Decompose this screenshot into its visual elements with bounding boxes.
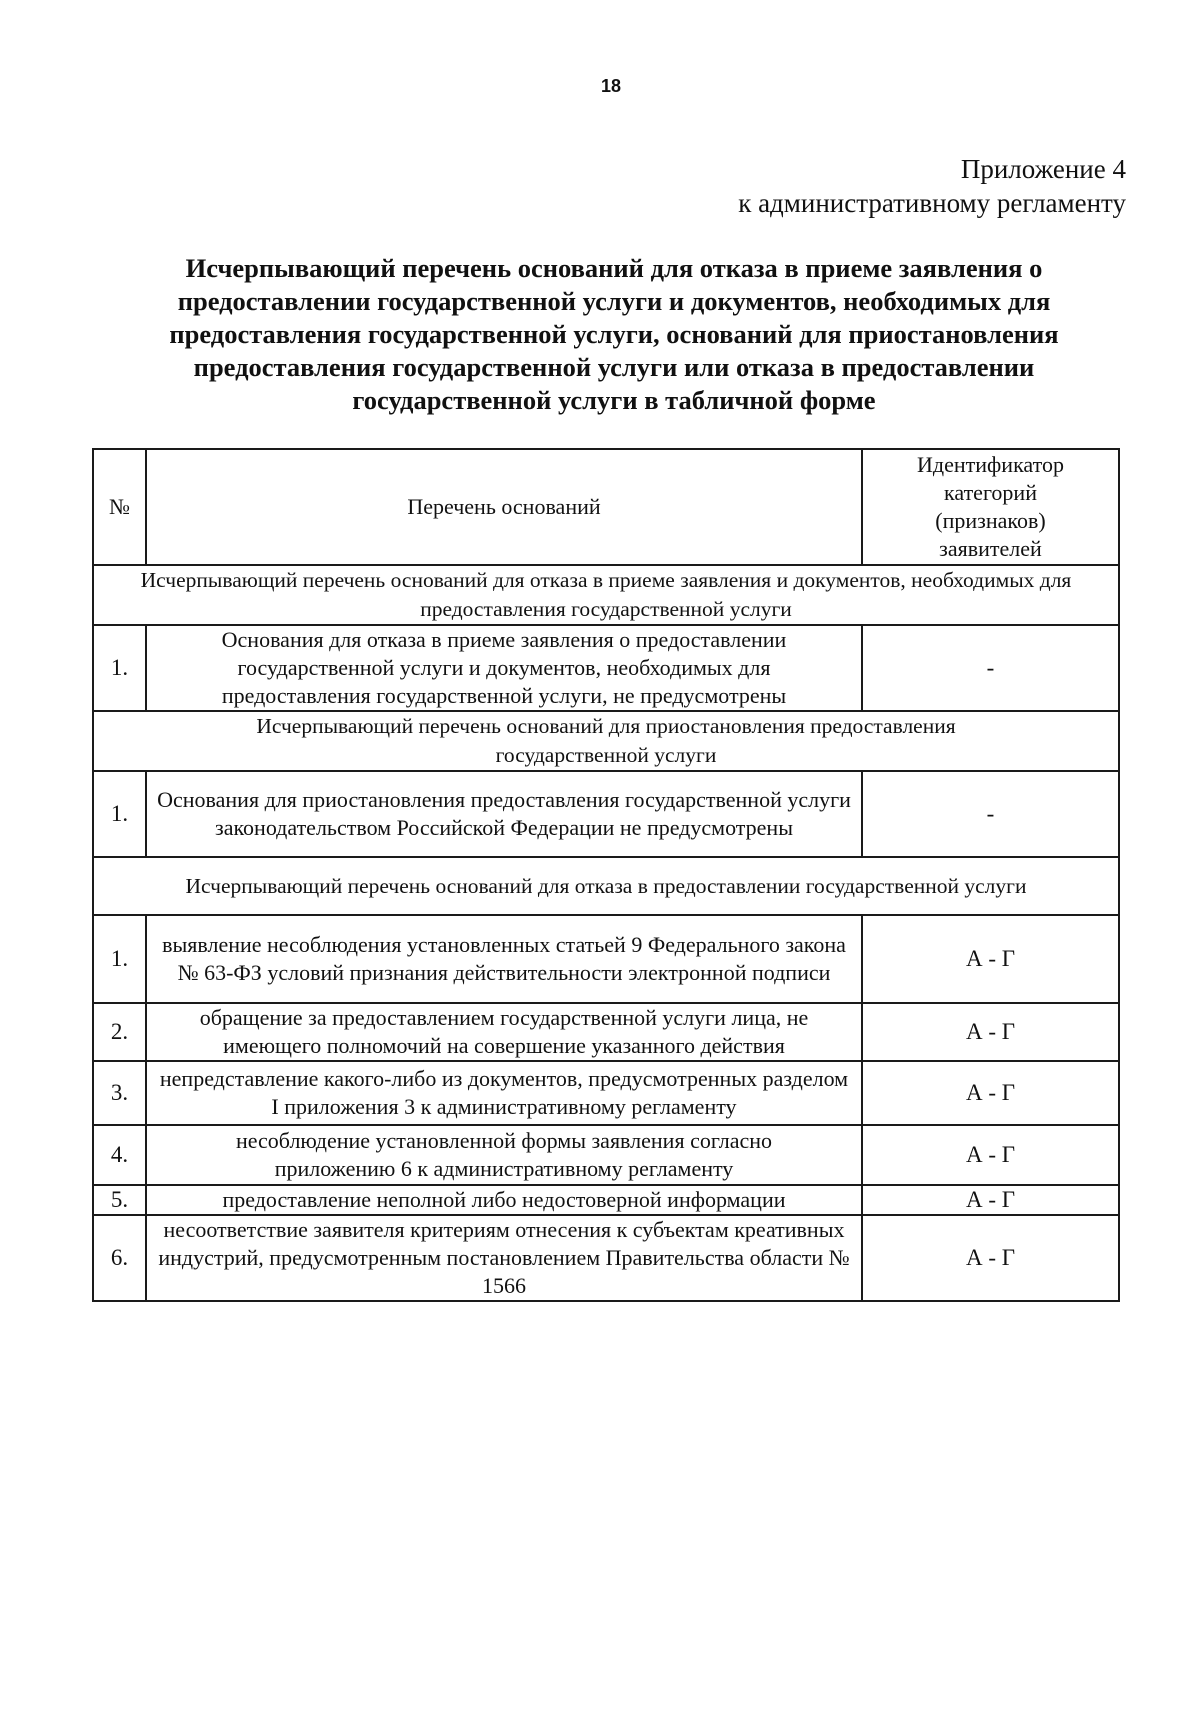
title-line: предоставления государственной услуги, оснований для приостановления bbox=[169, 319, 1059, 349]
table-row bbox=[93, 1003, 1119, 1061]
header-grounds: Перечень оснований bbox=[146, 449, 862, 565]
title-line: государственной услуги в табличной форме bbox=[352, 385, 876, 415]
title-line: Исчерпывающий перечень оснований для отказа в приеме заявления о bbox=[185, 253, 1043, 283]
row-text: несоответствие заявителя критериям отнесения к субъектам креативных индустрий, предусмотренным постановлением Правительства области № 1566 bbox=[146, 1215, 862, 1301]
row-text: непредставление какого-либо из документов, предусмотренных разделом I приложения 3 к административному регламенту bbox=[146, 1061, 862, 1125]
section-row bbox=[93, 711, 1119, 771]
table-row bbox=[93, 1061, 1119, 1125]
grounds-table bbox=[92, 448, 1120, 1302]
header-applicant-id: Идентификатор категорий (признаков) заявителей bbox=[862, 449, 1119, 565]
table-header-row bbox=[93, 449, 1119, 565]
row-number: 1. bbox=[93, 771, 146, 857]
header-number: № bbox=[93, 449, 146, 565]
row-applicant-id: - bbox=[862, 771, 1119, 857]
row-applicant-id: А - Г bbox=[862, 1215, 1119, 1301]
row-text: предоставление неполной либо недостоверной информации bbox=[146, 1185, 862, 1215]
table-row bbox=[93, 1215, 1119, 1301]
row-text: Основания для отказа в приеме заявления о предоставлении государственной услуги и документов, необходимых для предоставления государственной услуги, не предусмотрены bbox=[146, 625, 862, 711]
row-applicant-id: А - Г bbox=[862, 1185, 1119, 1215]
row-applicant-id: А - Г bbox=[862, 915, 1119, 1003]
row-number: 6. bbox=[93, 1215, 146, 1301]
table-row bbox=[93, 771, 1119, 857]
page-number: 18 bbox=[600, 76, 622, 96]
table-row bbox=[93, 915, 1119, 1003]
table-row bbox=[93, 1185, 1119, 1215]
annex-number: Приложение 4 bbox=[960, 154, 1126, 184]
section-row bbox=[93, 857, 1119, 915]
row-number: 1. bbox=[93, 625, 146, 711]
row-number: 3. bbox=[93, 1061, 146, 1125]
row-text: обращение за предоставлением государственной услуги лица, не имеющего полномочий на совершение указанного действия bbox=[146, 1003, 862, 1061]
table-row bbox=[93, 1125, 1119, 1185]
row-number: 5. bbox=[93, 1185, 146, 1215]
section-title: Исчерпывающий перечень оснований для отказа в приеме заявления и документов, необходимых для предоставления государственной услуги bbox=[93, 565, 1119, 625]
title-line: предоставления государственной услуги или отказа в предоставлении bbox=[193, 352, 1035, 382]
title-line: предоставлении государственной услуги и документов, необходимых для bbox=[177, 286, 1051, 316]
row-applicant-id: А - Г bbox=[862, 1003, 1119, 1061]
document-title bbox=[118, 252, 1110, 417]
section-title: Исчерпывающий перечень оснований для приостановления предоставления государственной услуги bbox=[93, 711, 1119, 771]
section-title: Исчерпывающий перечень оснований для отказа в предоставлении государственной услуги bbox=[93, 857, 1119, 915]
row-text: Основания для приостановления предоставления государственной услуги законодательством Российской Федерации не предусмотрены bbox=[146, 771, 862, 857]
row-number: 1. bbox=[93, 915, 146, 1003]
row-applicant-id: - bbox=[862, 625, 1119, 711]
annex-heading bbox=[738, 152, 1126, 220]
row-number: 2. bbox=[93, 1003, 146, 1061]
row-applicant-id: А - Г bbox=[862, 1125, 1119, 1185]
annex-reference: к административному регламенту bbox=[738, 188, 1126, 218]
table-row bbox=[93, 625, 1119, 711]
section-row bbox=[93, 565, 1119, 625]
row-text: выявление несоблюдения установленных статьей 9 Федерального закона № 63-ФЗ условий признания действительности электронной подписи bbox=[146, 915, 862, 1003]
row-number: 4. bbox=[93, 1125, 146, 1185]
row-applicant-id: А - Г bbox=[862, 1061, 1119, 1125]
row-text: несоблюдение установленной формы заявления согласно приложению 6 к административному регламенту bbox=[146, 1125, 862, 1185]
